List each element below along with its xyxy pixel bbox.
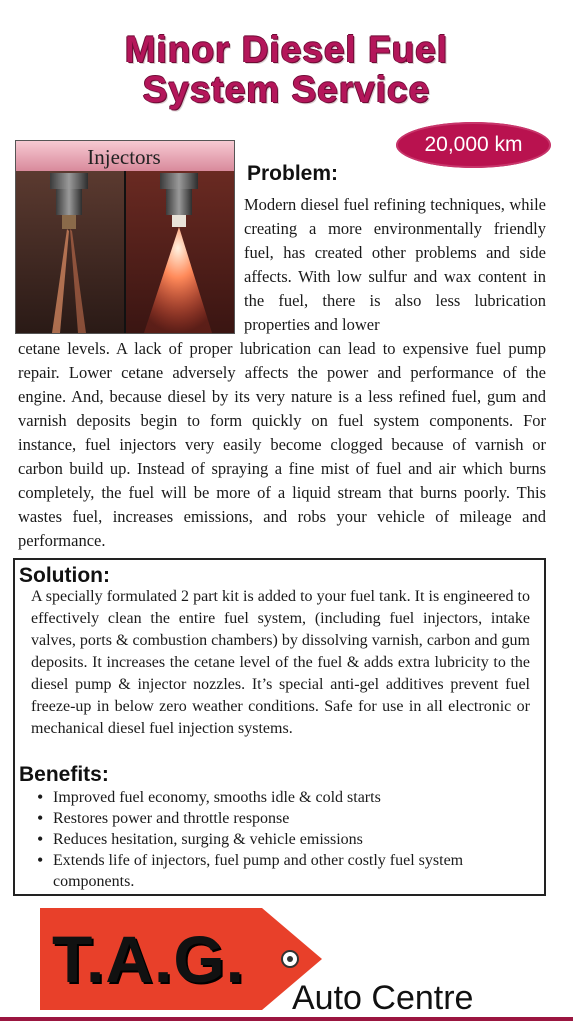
page-title xyxy=(0,30,573,110)
mileage-badge: 20,000 km xyxy=(396,122,551,168)
logo-subtitle: Auto Centre xyxy=(292,979,474,1017)
problem-text-rest: cetane levels. A lack of proper lubrication can lead to expensive fuel pump repair. Lower cetane adversely affects the power and performance of the engine. And, because diesel by its very nature is a less refined fuel, gum and varnish deposits begin to form quickly on fuel system components. For instance, fuel injectors very easily become clogged because of varnish or carbon build up. Instead of spraying a fine mist of fuel and air which burns completely, the fuel will be more of a liquid stream that burns poorly. This wastes fuel, increases emissions, and robs your vehicle of mileage and performance. xyxy=(18,339,546,550)
benefits-heading: Benefits: xyxy=(19,763,109,786)
benefits-list xyxy=(37,787,527,892)
benefit-item: • Reduces hesitation, surging & vehicle emissions xyxy=(37,829,527,850)
solution-text: A specially formulated 2 part kit is added to your fuel tank. It is engineered to effectively clean the entire fuel system, (including fuel injectors, intake valves, ports & combustion chambers) by dissolving varnish, carbon and gum deposits. It increases the cetane level of the fuel & adds extra lubricity to the diesel pump & injector nozzles. It’s special anti-gel additives prevent fuel freeze-up in below zero weather conditions. Safe for use in all electronic or mechanical diesel fuel injection systems. xyxy=(31,588,530,737)
title-line-2: System Service xyxy=(142,69,431,110)
title-line-1: Minor Diesel Fuel xyxy=(124,29,449,70)
benefit-item: • Extends life of injectors, fuel pump and other costly fuel system components. xyxy=(37,850,527,892)
bottom-divider xyxy=(0,1017,573,1021)
benefit-item: • Improved fuel economy, smooths idle & cold starts xyxy=(37,787,527,808)
benefit-item: • Restores power and throttle response xyxy=(37,808,527,829)
injectors-label: Injectors xyxy=(87,145,161,169)
solution-heading: Solution: xyxy=(19,564,110,587)
solution-benefits-box xyxy=(13,558,546,896)
problem-text-top: Modern diesel fuel refining techniques, while creating a more environmentally friendly fuel, has created other problems and side affects. With low sulfur and wax content in the fuel, there is also less lubrication properties and lower xyxy=(244,195,546,334)
problem-heading: Problem: xyxy=(247,162,339,185)
logo-text: T.A.G. xyxy=(52,922,246,996)
